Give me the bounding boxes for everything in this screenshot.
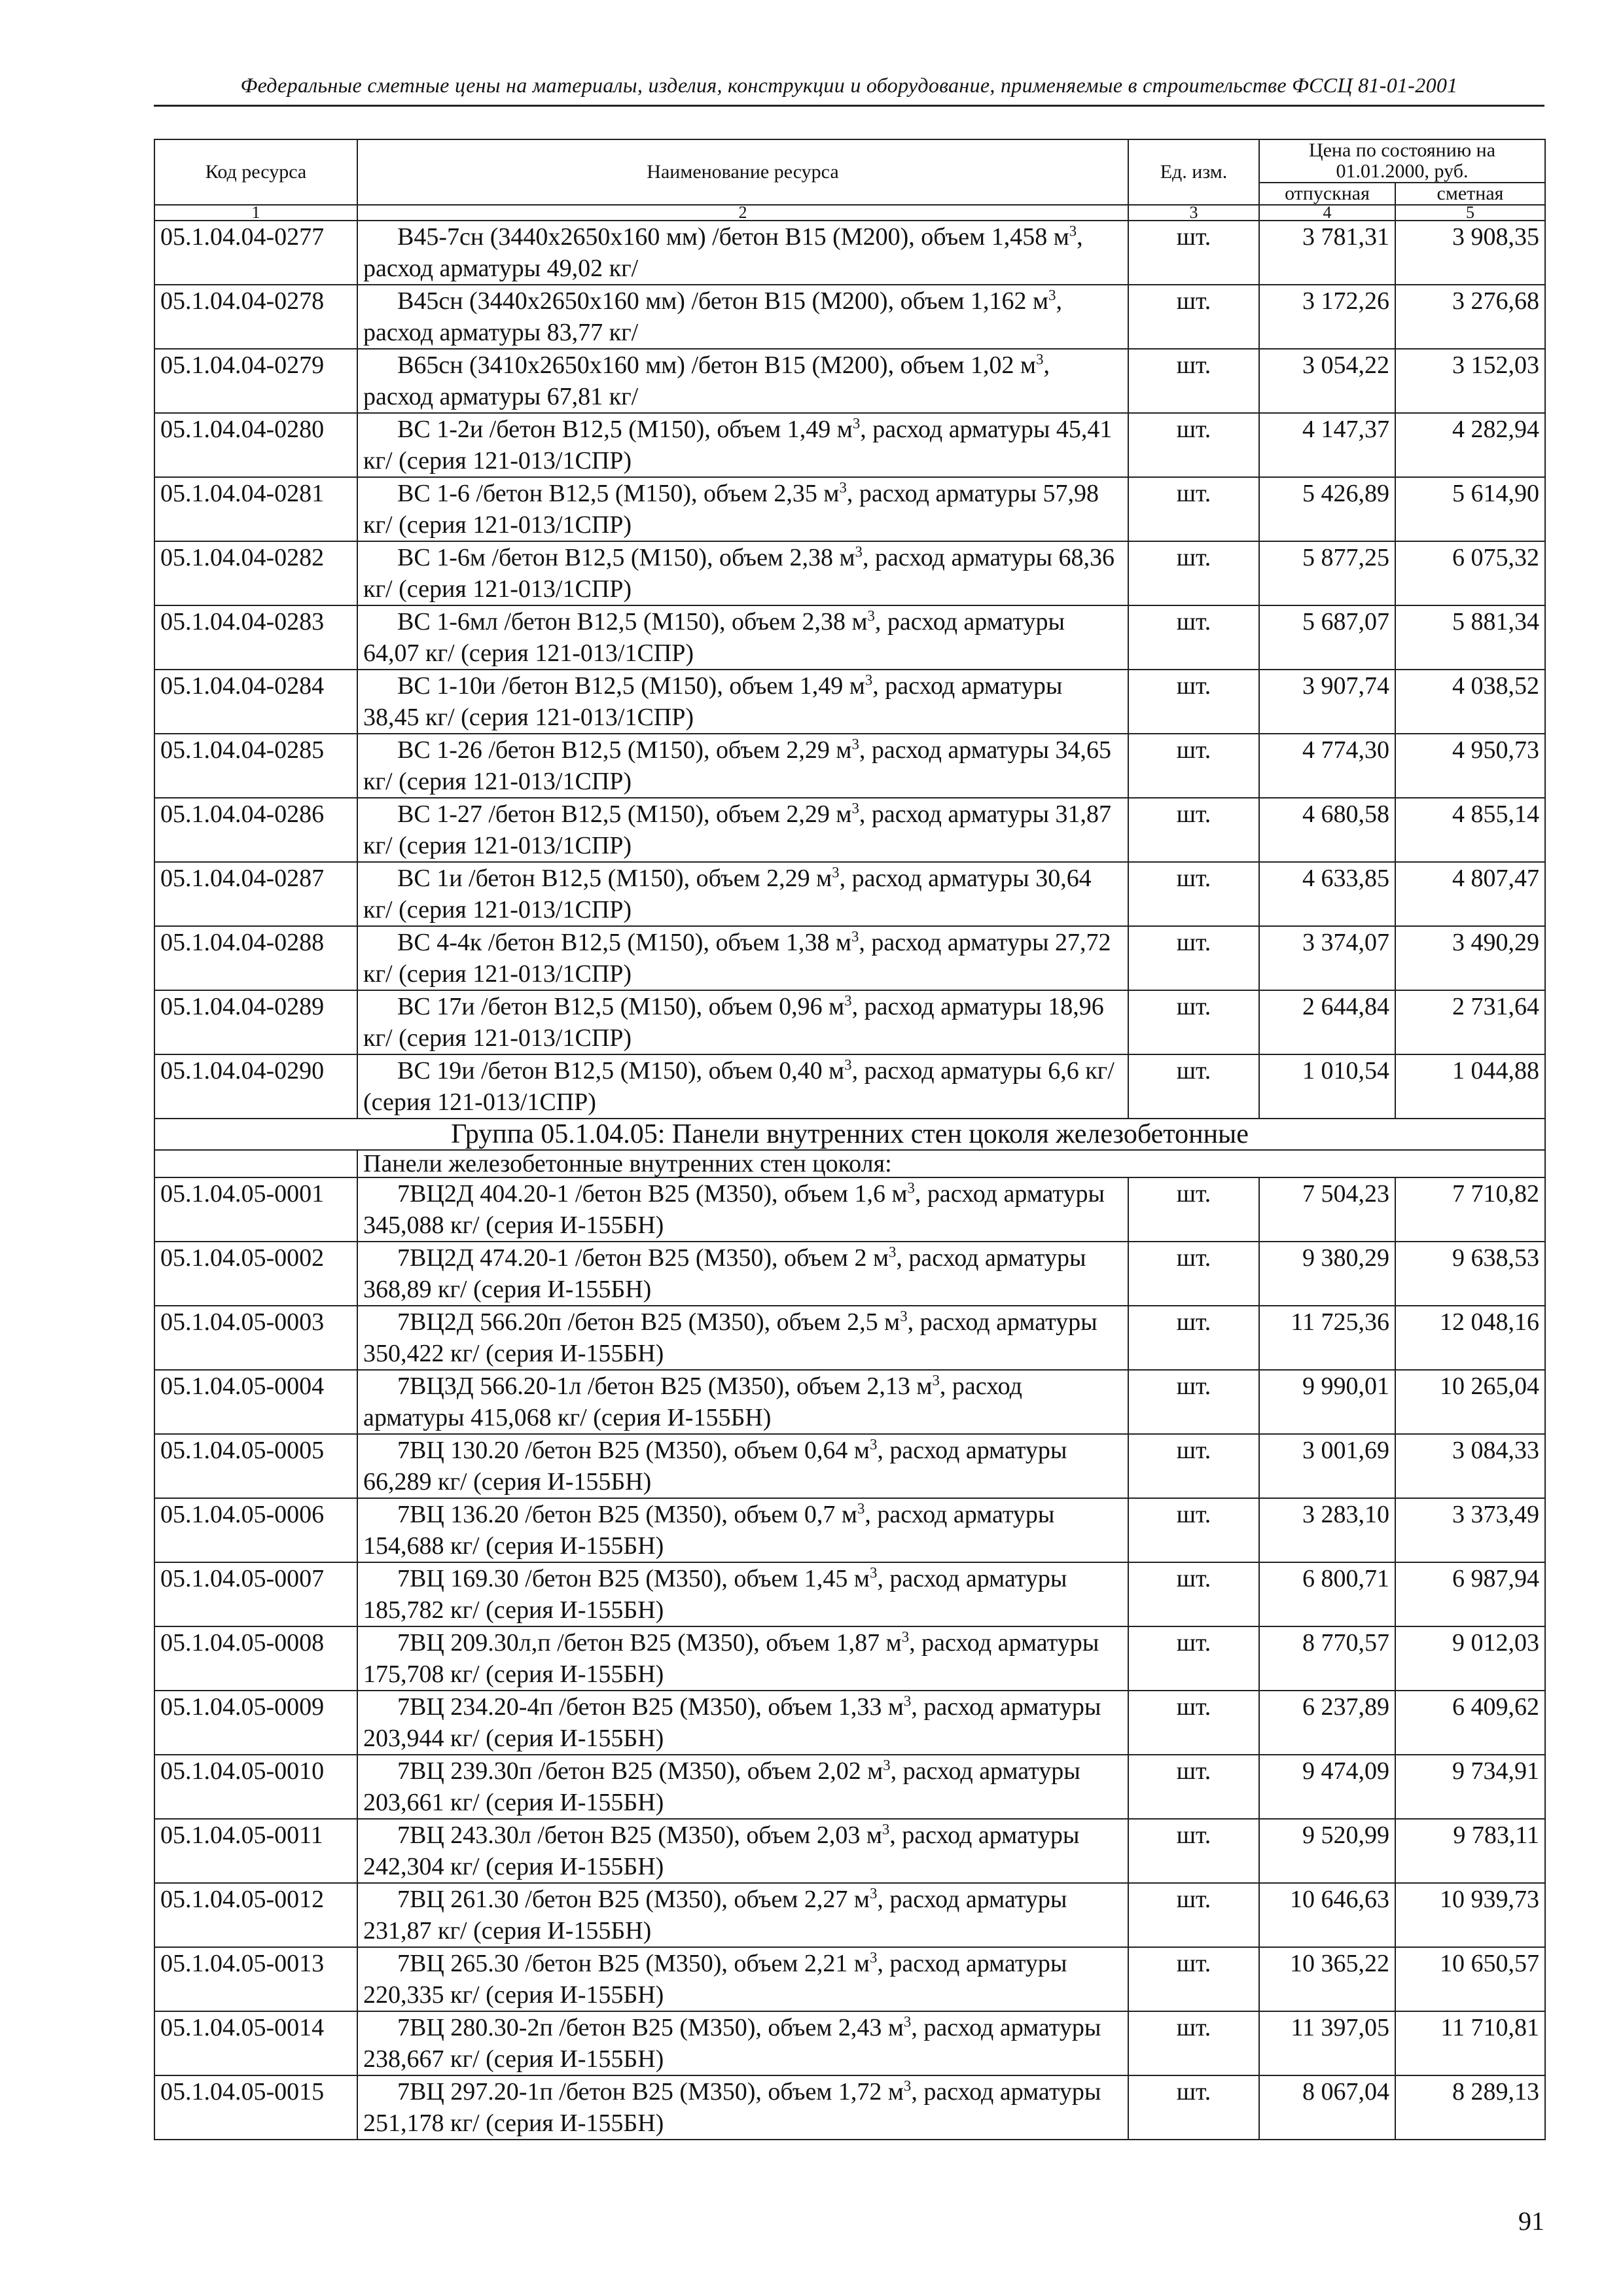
resource-name-text: ВС 1-6 /бетон В12,5 (М150), объем 2,35 м bbox=[397, 480, 840, 507]
resource-code: 05.1.04.05-0010 bbox=[154, 1755, 357, 1819]
estimate-price: 7 710,82 bbox=[1395, 1177, 1545, 1242]
resource-name-text: 7ВЦ2Д 566.20п /бетон В25 (М350), объем 2,5 м bbox=[397, 1308, 901, 1336]
resource-name-text-rest: , расход арматуры 83,77 кг/ bbox=[363, 287, 1062, 346]
resource-name-text: 7ВЦ 265.30 /бетон В25 (М350), объем 2,21 м bbox=[397, 1950, 870, 1977]
resource-code: 05.1.04.04-0277 bbox=[154, 221, 357, 285]
resource-code: 05.1.04.04-0285 bbox=[154, 734, 357, 798]
resource-name-text: ВС 1-6м /бетон В12,5 (М150), объем 2,38 м bbox=[397, 544, 855, 571]
subgroup-title: Панели железобетонные внутренних стен цоколя: bbox=[357, 1150, 1545, 1177]
resource-name bbox=[357, 1626, 1128, 1691]
release-price: 9 520,99 bbox=[1259, 1819, 1395, 1883]
unit: шт. bbox=[1128, 541, 1259, 605]
unit: шт. bbox=[1128, 221, 1259, 285]
unit: шт. bbox=[1128, 1626, 1259, 1691]
resource-name-text: 7ВЦ 130.20 /бетон В25 (М350), объем 0,64 м bbox=[397, 1437, 870, 1464]
estimate-price: 3 490,29 bbox=[1395, 926, 1545, 990]
release-price: 2 644,84 bbox=[1259, 990, 1395, 1054]
cubic-superscript: 3 bbox=[857, 1500, 865, 1517]
resource-name-text: 7ВЦ 297.20-1п /бетон В25 (М350), объем 1,72 м bbox=[397, 2078, 904, 2106]
cubic-superscript: 3 bbox=[865, 672, 873, 689]
resource-name-text: ВС 1-2и /бетон В12,5 (М150), объем 1,49 м bbox=[397, 416, 853, 443]
cubic-superscript: 3 bbox=[832, 864, 840, 881]
cubic-superscript: 3 bbox=[903, 2077, 912, 2094]
estimate-price: 4 855,14 bbox=[1395, 798, 1545, 862]
resource-name-text-rest: , расход арматуры 18,96 кг/ (серия 121-013/1СПР) bbox=[363, 993, 1104, 1052]
estimate-price: 4 950,73 bbox=[1395, 734, 1545, 798]
resource-code: 05.1.04.05-0015 bbox=[154, 2075, 357, 2140]
table-row bbox=[154, 1626, 1545, 1691]
cubic-superscript: 3 bbox=[867, 607, 875, 624]
resource-code: 05.1.04.04-0290 bbox=[154, 1054, 357, 1119]
resource-name-text: 7ВЦ 209.30л,п /бетон В25 (М350), объем 1,87 м bbox=[397, 1629, 902, 1657]
release-price: 4 680,58 bbox=[1259, 798, 1395, 862]
release-price: 8 067,04 bbox=[1259, 2075, 1395, 2140]
cubic-superscript: 3 bbox=[907, 1179, 915, 1196]
cubic-superscript: 3 bbox=[1036, 351, 1044, 368]
resource-name-text-rest: , расход арматуры 345,088 кг/ (серия И-155БН) bbox=[363, 1180, 1105, 1239]
resource-name bbox=[357, 349, 1128, 413]
unit: шт. bbox=[1128, 1819, 1259, 1883]
resource-code: 05.1.04.05-0009 bbox=[154, 1691, 357, 1755]
release-price: 7 504,23 bbox=[1259, 1177, 1395, 1242]
release-price: 3 001,69 bbox=[1259, 1434, 1395, 1498]
release-price: 10 646,63 bbox=[1259, 1883, 1395, 1947]
col-header-code: Код ресурса bbox=[154, 139, 357, 205]
release-price: 6 237,89 bbox=[1259, 1691, 1395, 1755]
unit: шт. bbox=[1128, 734, 1259, 798]
estimate-price: 10 650,57 bbox=[1395, 1947, 1545, 2011]
cubic-superscript: 3 bbox=[855, 543, 863, 560]
resource-name-text-rest: , расход арматуры 350,422 кг/ (серия И-155БН) bbox=[363, 1308, 1097, 1367]
release-price: 1 010,54 bbox=[1259, 1054, 1395, 1119]
unit: шт. bbox=[1128, 2075, 1259, 2140]
col-header-release: отпускная bbox=[1259, 183, 1395, 205]
resource-name bbox=[357, 1434, 1128, 1498]
release-price: 4 633,85 bbox=[1259, 862, 1395, 926]
estimate-price: 9 012,03 bbox=[1395, 1626, 1545, 1691]
estimate-price: 3 276,68 bbox=[1395, 285, 1545, 349]
table-row bbox=[154, 1306, 1545, 1370]
resource-name bbox=[357, 1755, 1128, 1819]
resource-name bbox=[357, 2011, 1128, 2075]
resource-name-text-rest: , расход арматуры 38,45 кг/ (серия 121-013/1СПР) bbox=[363, 672, 1063, 731]
table-row bbox=[154, 1498, 1545, 1562]
resource-name-text: ВС 1-26 /бетон В12,5 (М150), объем 2,29 м bbox=[397, 736, 852, 764]
resource-code: 05.1.04.05-0004 bbox=[154, 1370, 357, 1434]
unit: шт. bbox=[1128, 413, 1259, 477]
cubic-superscript: 3 bbox=[851, 928, 859, 945]
table-row bbox=[154, 541, 1545, 605]
table-row bbox=[154, 1947, 1545, 2011]
estimate-price: 3 152,03 bbox=[1395, 349, 1545, 413]
resource-name bbox=[357, 1054, 1128, 1119]
resource-code: 05.1.04.05-0011 bbox=[154, 1819, 357, 1883]
table-row bbox=[154, 734, 1545, 798]
cubic-superscript: 3 bbox=[889, 1244, 897, 1261]
resource-code: 05.1.04.04-0279 bbox=[154, 349, 357, 413]
release-price: 5 426,89 bbox=[1259, 477, 1395, 541]
resource-name-text: 7ВЦ3Д 566.20-1л /бетон В25 (М350), объем 2,13 м bbox=[397, 1372, 933, 1400]
resource-name-text: 7ВЦ 234.20-4п /бетон В25 (М350), объем 1,33 м bbox=[397, 1693, 904, 1721]
resource-name bbox=[357, 990, 1128, 1054]
release-price: 11 397,05 bbox=[1259, 2011, 1395, 2075]
resource-name bbox=[357, 1242, 1128, 1306]
resource-name-text-rest: , расход арматуры 67,81 кг/ bbox=[363, 351, 1050, 410]
resource-code: 05.1.04.05-0013 bbox=[154, 1947, 357, 2011]
rows-group-04 bbox=[154, 221, 1545, 1119]
cubic-superscript: 3 bbox=[1048, 287, 1056, 304]
resource-name bbox=[357, 1819, 1128, 1883]
estimate-price: 10 265,04 bbox=[1395, 1370, 1545, 1434]
table-row bbox=[154, 1434, 1545, 1498]
release-price: 3 907,74 bbox=[1259, 670, 1395, 734]
resource-name bbox=[357, 926, 1128, 990]
estimate-price: 4 807,47 bbox=[1395, 862, 1545, 926]
unit: шт. bbox=[1128, 285, 1259, 349]
resource-name-text-rest: , расход арматуры 66,289 кг/ (серия И-155БН) bbox=[363, 1437, 1067, 1496]
release-price: 5 687,07 bbox=[1259, 605, 1395, 670]
column-number: 4 bbox=[1259, 205, 1395, 221]
cubic-superscript: 3 bbox=[869, 1949, 878, 1966]
unit: шт. bbox=[1128, 1498, 1259, 1562]
resource-name bbox=[357, 1370, 1128, 1434]
resource-name-text-rest: , расход арматуры 231,87 кг/ (серия И-155БН) bbox=[363, 1886, 1067, 1945]
unit: шт. bbox=[1128, 798, 1259, 862]
unit: шт. bbox=[1128, 1755, 1259, 1819]
estimate-price: 9 734,91 bbox=[1395, 1755, 1545, 1819]
resource-name bbox=[357, 221, 1128, 285]
group-header-row bbox=[154, 1119, 1545, 1150]
estimate-price: 8 289,13 bbox=[1395, 2075, 1545, 2140]
resource-code: 05.1.04.04-0286 bbox=[154, 798, 357, 862]
resource-code: 05.1.04.05-0006 bbox=[154, 1498, 357, 1562]
resource-name bbox=[357, 1498, 1128, 1562]
cubic-superscript: 3 bbox=[844, 1056, 852, 1073]
resource-name-text-rest: , расход арматуры 368,89 кг/ (серия И-155БН) bbox=[363, 1244, 1086, 1303]
resource-name bbox=[357, 2075, 1128, 2140]
column-number: 2 bbox=[357, 205, 1128, 221]
table-row bbox=[154, 413, 1545, 477]
resource-name-text-rest: , расход арматуры 154,688 кг/ (серия И-155БН) bbox=[363, 1501, 1055, 1560]
resource-name-text-rest: , расход арматуры 238,667 кг/ (серия И-155БН) bbox=[363, 2014, 1101, 2073]
resource-code: 05.1.04.04-0283 bbox=[154, 605, 357, 670]
subgroup-header-row bbox=[154, 1150, 1545, 1177]
estimate-price: 3 908,35 bbox=[1395, 221, 1545, 285]
cubic-superscript: 3 bbox=[844, 992, 852, 1009]
resource-name bbox=[357, 862, 1128, 926]
resource-name bbox=[357, 1306, 1128, 1370]
estimate-price: 12 048,16 bbox=[1395, 1306, 1545, 1370]
table-row bbox=[154, 1819, 1545, 1883]
release-price: 9 990,01 bbox=[1259, 1370, 1395, 1434]
resource-code: 05.1.04.05-0003 bbox=[154, 1306, 357, 1370]
unit: шт. bbox=[1128, 1370, 1259, 1434]
table-row bbox=[154, 670, 1545, 734]
resource-name-text-rest: , расход арматуры 185,782 кг/ (серия И-155БН) bbox=[363, 1565, 1067, 1624]
cubic-superscript: 3 bbox=[882, 1821, 890, 1838]
resource-name bbox=[357, 477, 1128, 541]
table-row bbox=[154, 990, 1545, 1054]
resource-name bbox=[357, 1177, 1128, 1242]
resource-name-text-rest: , расход арматуры 64,07 кг/ (серия 121-013/1СПР) bbox=[363, 608, 1065, 667]
table-row bbox=[154, 1370, 1545, 1434]
resource-name-text: 7ВЦ2Д 474.20-1 /бетон В25 (М350), объем 2 м bbox=[397, 1244, 889, 1272]
resource-name-text-rest: , расход арматуры 203,944 кг/ (серия И-155БН) bbox=[363, 1693, 1101, 1752]
estimate-price: 11 710,81 bbox=[1395, 2011, 1545, 2075]
resource-code: 05.1.04.04-0284 bbox=[154, 670, 357, 734]
release-price: 4 774,30 bbox=[1259, 734, 1395, 798]
resource-name-text: ВС 4-4к /бетон В12,5 (М150), объем 1,38 м bbox=[397, 929, 851, 956]
unit: шт. bbox=[1128, 605, 1259, 670]
resource-code: 05.1.04.05-0007 bbox=[154, 1562, 357, 1626]
resource-name-text: В65сн (3410х2650х160 мм) /бетон В15 (М200), объем 1,02 м bbox=[397, 351, 1037, 379]
unit: шт. bbox=[1128, 1562, 1259, 1626]
resource-code: 05.1.04.04-0278 bbox=[154, 285, 357, 349]
resource-name-text: 7ВЦ2Д 404.20-1 /бетон В25 (М350), объем 1,6 м bbox=[397, 1180, 908, 1208]
estimate-price: 10 939,73 bbox=[1395, 1883, 1545, 1947]
release-price: 10 365,22 bbox=[1259, 1947, 1395, 2011]
release-price: 9 474,09 bbox=[1259, 1755, 1395, 1819]
table-row bbox=[154, 1177, 1545, 1242]
estimate-price: 5 881,34 bbox=[1395, 605, 1545, 670]
resource-name-text-rest: , расход арматуры 45,41 кг/ (серия 121-013/1СПР) bbox=[363, 416, 1113, 475]
unit: шт. bbox=[1128, 990, 1259, 1054]
resource-name-text: В45-7сн (3440х2650х160 мм) /бетон В15 (М200), объем 1,458 м bbox=[397, 223, 1069, 251]
estimate-price: 3 084,33 bbox=[1395, 1434, 1545, 1498]
table-row bbox=[154, 221, 1545, 285]
release-price: 11 725,36 bbox=[1259, 1306, 1395, 1370]
release-price: 8 770,57 bbox=[1259, 1626, 1395, 1691]
price-table bbox=[154, 139, 1546, 2140]
resource-name-text-rest: , расход арматуры 30,64 кг/ (серия 121-013/1СПР) bbox=[363, 865, 1092, 924]
resource-name-text-rest: , расход арматуры 57,98 кг/ (серия 121-013/1СПР) bbox=[363, 480, 1099, 539]
estimate-price: 3 373,49 bbox=[1395, 1498, 1545, 1562]
table-row bbox=[154, 2011, 1545, 2075]
table-row bbox=[154, 605, 1545, 670]
table-row bbox=[154, 798, 1545, 862]
resource-name-text: 7ВЦ 169.30 /бетон В25 (М350), объем 1,45 м bbox=[397, 1565, 870, 1592]
unit: шт. bbox=[1128, 1054, 1259, 1119]
resource-code: 05.1.04.05-0014 bbox=[154, 2011, 357, 2075]
resource-name bbox=[357, 1883, 1128, 1947]
resource-name-text: ВС 19и /бетон В12,5 (М150), объем 0,40 м bbox=[397, 1057, 845, 1085]
resource-name-text-rest: , расход арматуры 251,178 кг/ (серия И-155БН) bbox=[363, 2078, 1101, 2137]
unit: шт. bbox=[1128, 349, 1259, 413]
estimate-price: 6 987,94 bbox=[1395, 1562, 1545, 1626]
estimate-price: 2 731,64 bbox=[1395, 990, 1545, 1054]
unit: шт. bbox=[1128, 1306, 1259, 1370]
release-price: 3 172,26 bbox=[1259, 285, 1395, 349]
resource-name-text: ВС 1-27 /бетон В12,5 (М150), объем 2,29 м bbox=[397, 800, 852, 828]
resource-code: 05.1.04.04-0280 bbox=[154, 413, 357, 477]
table-row bbox=[154, 285, 1545, 349]
estimate-price: 6 075,32 bbox=[1395, 541, 1545, 605]
resource-name bbox=[357, 734, 1128, 798]
cubic-superscript: 3 bbox=[851, 800, 859, 817]
cubic-superscript: 3 bbox=[900, 1308, 908, 1325]
resource-code: 05.1.04.05-0012 bbox=[154, 1883, 357, 1947]
col-header-unit: Ед. изм. bbox=[1128, 139, 1259, 205]
table-row bbox=[154, 1691, 1545, 1755]
resource-name-text: В45сн (3440х2650х160 мм) /бетон В15 (М200), объем 1,162 м bbox=[397, 287, 1049, 315]
unit: шт. bbox=[1128, 1883, 1259, 1947]
release-price: 5 877,25 bbox=[1259, 541, 1395, 605]
table-row bbox=[154, 1883, 1545, 1947]
unit: шт. bbox=[1128, 2011, 1259, 2075]
resource-name-text-rest: , расход арматуры 68,36 кг/ (серия 121-013/1СПР) bbox=[363, 544, 1115, 603]
resource-name bbox=[357, 605, 1128, 670]
resource-name-text: 7ВЦ 243.30л /бетон В25 (М350), объем 2,03 м bbox=[397, 1821, 882, 1849]
resource-name bbox=[357, 285, 1128, 349]
table-row bbox=[154, 349, 1545, 413]
cubic-superscript: 3 bbox=[901, 1628, 910, 1645]
release-price: 3 781,31 bbox=[1259, 221, 1395, 285]
resource-name bbox=[357, 1562, 1128, 1626]
cubic-superscript: 3 bbox=[851, 736, 859, 753]
estimate-price: 9 783,11 bbox=[1395, 1819, 1545, 1883]
resource-name bbox=[357, 541, 1128, 605]
table-row bbox=[154, 1562, 1545, 1626]
group-title: Группа 05.1.04.05: Панели внутренних стен цоколя железобетонные bbox=[154, 1119, 1545, 1150]
unit: шт. bbox=[1128, 926, 1259, 990]
resource-name bbox=[357, 413, 1128, 477]
unit: шт. bbox=[1128, 1242, 1259, 1306]
resource-code: 05.1.04.04-0287 bbox=[154, 862, 357, 926]
resource-name-text-rest: , расход арматуры 220,335 кг/ (серия И-155БН) bbox=[363, 1950, 1067, 2009]
unit: шт. bbox=[1128, 1691, 1259, 1755]
rows-group-05 bbox=[154, 1177, 1545, 2140]
table-row bbox=[154, 1242, 1545, 1306]
release-price: 9 380,29 bbox=[1259, 1242, 1395, 1306]
running-header: Федеральные сметные цены на материалы, изделия, конструкции и оборудование, применяемые в строительстве ФССЦ 81-01-2001 bbox=[240, 73, 1458, 97]
cubic-superscript: 3 bbox=[869, 1885, 878, 1902]
unit: шт. bbox=[1128, 862, 1259, 926]
estimate-price: 4 038,52 bbox=[1395, 670, 1545, 734]
resource-name-text: 7ВЦ 280.30-2п /бетон В25 (М350), объем 2,43 м bbox=[397, 2014, 904, 2041]
cubic-superscript: 3 bbox=[869, 1436, 878, 1453]
resource-name-text-rest: , расход арматуры 175,708 кг/ (серия И-155БН) bbox=[363, 1629, 1099, 1688]
resource-name-text-rest: , расход арматуры 34,65 кг/ (серия 121-013/1СПР) bbox=[363, 736, 1112, 795]
resource-name-text: 7ВЦ 239.30п /бетон В25 (М350), объем 2,02 м bbox=[397, 1757, 883, 1785]
release-price: 6 800,71 bbox=[1259, 1562, 1395, 1626]
resource-code: 05.1.04.05-0001 bbox=[154, 1177, 357, 1242]
resource-name-text: ВС 17и /бетон В12,5 (М150), объем 0,96 м bbox=[397, 993, 845, 1020]
table-row bbox=[154, 926, 1545, 990]
resource-code: 05.1.04.05-0005 bbox=[154, 1434, 357, 1498]
resource-name-text-rest: , расход арматуры 242,304 кг/ (серия И-155БН) bbox=[363, 1821, 1080, 1880]
cubic-superscript: 3 bbox=[852, 415, 861, 432]
column-number: 5 bbox=[1395, 205, 1545, 221]
cubic-superscript: 3 bbox=[932, 1372, 940, 1389]
header-rule bbox=[154, 105, 1544, 107]
resource-name-text: ВС 1-10и /бетон В12,5 (М150), объем 1,49 м bbox=[397, 672, 865, 700]
estimate-price: 1 044,88 bbox=[1395, 1054, 1545, 1119]
column-number: 3 bbox=[1128, 205, 1259, 221]
estimate-price: 4 282,94 bbox=[1395, 413, 1545, 477]
resource-name-text-rest: , расход арматуры 415,068 кг/ (серия И-155БН) bbox=[363, 1372, 1022, 1431]
column-numbers-row bbox=[154, 205, 1545, 221]
resource-code: 05.1.04.04-0288 bbox=[154, 926, 357, 990]
resource-code: 05.1.04.04-0282 bbox=[154, 541, 357, 605]
table-row bbox=[154, 2075, 1545, 2140]
release-price: 3 054,22 bbox=[1259, 349, 1395, 413]
resource-name bbox=[357, 798, 1128, 862]
estimate-price: 9 638,53 bbox=[1395, 1242, 1545, 1306]
cubic-superscript: 3 bbox=[1069, 223, 1077, 240]
page-number: 91 bbox=[1518, 2206, 1544, 2236]
resource-name bbox=[357, 670, 1128, 734]
table-row bbox=[154, 862, 1545, 926]
col-header-price: Цена по состоянию на 01.01.2000, руб. bbox=[1259, 139, 1545, 183]
resource-name-text-rest: , расход арматуры 49,02 кг/ bbox=[363, 223, 1083, 282]
resource-name bbox=[357, 1691, 1128, 1755]
estimate-price: 6 409,62 bbox=[1395, 1691, 1545, 1755]
unit: шт. bbox=[1128, 1434, 1259, 1498]
resource-code: 05.1.04.04-0281 bbox=[154, 477, 357, 541]
col-header-name: Наименование ресурса bbox=[357, 139, 1128, 205]
resource-name-text-rest: , расход арматуры 31,87 кг/ (серия 121-013/1СПР) bbox=[363, 800, 1112, 859]
unit: шт. bbox=[1128, 1177, 1259, 1242]
release-price: 4 147,37 bbox=[1259, 413, 1395, 477]
estimate-price: 5 614,90 bbox=[1395, 477, 1545, 541]
col-header-estimate: сметная bbox=[1395, 183, 1545, 205]
table-row bbox=[154, 477, 1545, 541]
cubic-superscript: 3 bbox=[903, 1693, 912, 1710]
cubic-superscript: 3 bbox=[903, 2013, 912, 2030]
resource-name-text-rest: , расход арматуры 203,661 кг/ (серия И-155БН) bbox=[363, 1757, 1080, 1816]
unit: шт. bbox=[1128, 477, 1259, 541]
resource-code: 05.1.04.05-0008 bbox=[154, 1626, 357, 1691]
resource-name bbox=[357, 1947, 1128, 2011]
cubic-superscript: 3 bbox=[869, 1564, 878, 1581]
resource-code: 05.1.04.05-0002 bbox=[154, 1242, 357, 1306]
resource-name-text: 7ВЦ 261.30 /бетон В25 (М350), объем 2,27 м bbox=[397, 1886, 870, 1913]
table-row bbox=[154, 1755, 1545, 1819]
cubic-superscript: 3 bbox=[883, 1757, 891, 1774]
resource-name-text: 7ВЦ 136.20 /бетон В25 (М350), объем 0,7 м bbox=[397, 1501, 857, 1528]
table-row bbox=[154, 1054, 1545, 1119]
resource-name-text-rest: , расход арматуры 6,6 кг/ (серия 121-013/1СПР) bbox=[363, 1057, 1115, 1116]
release-price: 3 283,10 bbox=[1259, 1498, 1395, 1562]
release-price: 3 374,07 bbox=[1259, 926, 1395, 990]
resource-name-text: ВС 1и /бетон В12,5 (М150), объем 2,29 м bbox=[397, 865, 832, 892]
unit: шт. bbox=[1128, 1947, 1259, 2011]
resource-name-text-rest: , расход арматуры 27,72 кг/ (серия 121-013/1СПР) bbox=[363, 929, 1111, 988]
group-section bbox=[154, 1119, 1545, 1177]
cubic-superscript: 3 bbox=[839, 479, 847, 496]
resource-name-text: ВС 1-6мл /бетон В12,5 (М150), объем 2,38 м bbox=[397, 608, 868, 636]
resource-code: 05.1.04.04-0289 bbox=[154, 990, 357, 1054]
unit: шт. bbox=[1128, 670, 1259, 734]
column-number: 1 bbox=[154, 205, 357, 221]
